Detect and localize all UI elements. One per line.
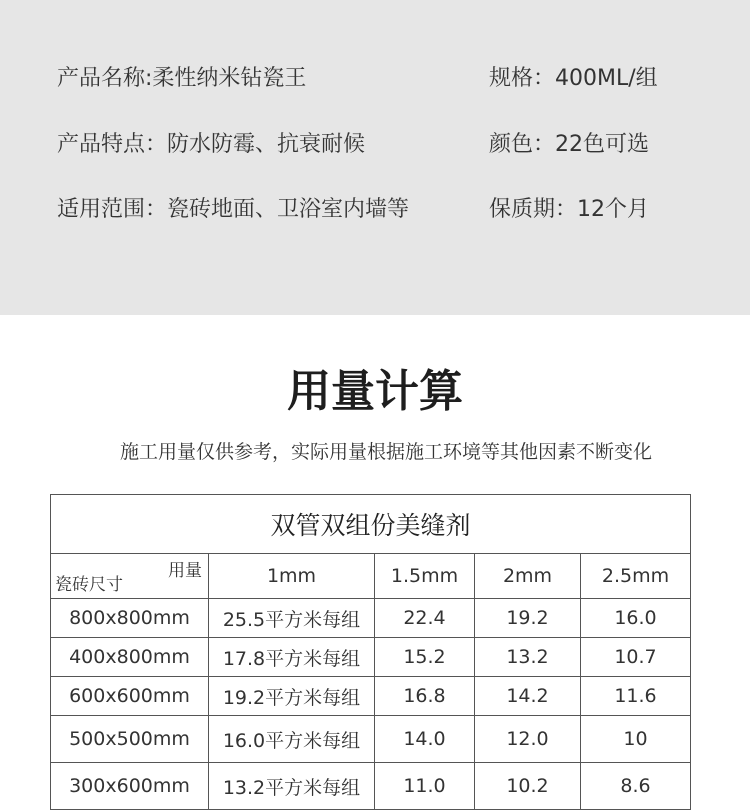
column-header: 1.5mm xyxy=(375,554,475,599)
column-header: 2.5mm xyxy=(581,554,691,599)
table-row xyxy=(51,638,691,677)
usage-cell: 10 xyxy=(581,716,691,763)
tile-size-cell: 300x600mm xyxy=(51,763,209,810)
usage-cell: 16.0 xyxy=(581,599,691,638)
tile-size-cell: 500x500mm xyxy=(51,716,209,763)
corner-usage-label: 用量 xyxy=(168,561,202,581)
table-header-row xyxy=(51,554,691,599)
product-features: 产品特点：防水防霉、抗衰耐候 xyxy=(57,132,366,157)
usage-cell: 22.4 xyxy=(375,599,475,638)
usage-cell: 13.2平方米每组 xyxy=(209,763,375,810)
product-size: 规格：400ML/组 xyxy=(489,66,658,91)
usage-cell: 19.2 xyxy=(475,599,581,638)
usage-cell: 19.2平方米每组 xyxy=(209,677,375,716)
usage-cell: 17.8平方米每组 xyxy=(209,638,375,677)
column-header: 2mm xyxy=(475,554,581,599)
usage-cell: 10.7 xyxy=(581,638,691,677)
corner-tile-size-label: 瓷砖尺寸 xyxy=(55,575,123,595)
usage-subtitle: 施工用量仅供参考，实际用量根据施工环境等其他因素不断变化 xyxy=(119,441,652,463)
product-name: 产品名称:柔性纳米钻瓷王 xyxy=(57,66,307,91)
usage-cell: 13.2 xyxy=(475,638,581,677)
product-color: 颜色：22色可选 xyxy=(489,132,649,157)
usage-title: 用量计算 xyxy=(287,366,463,417)
usage-cell: 10.2 xyxy=(475,763,581,810)
usage-cell: 14.0 xyxy=(375,716,475,763)
usage-cell: 16.0平方米每组 xyxy=(209,716,375,763)
usage-table xyxy=(50,494,691,810)
table-row xyxy=(51,716,691,763)
usage-cell: 15.2 xyxy=(375,638,475,677)
product-shelf-life: 保质期：12个月 xyxy=(489,197,649,222)
usage-cell: 11.6 xyxy=(581,677,691,716)
usage-cell: 25.5平方米每组 xyxy=(209,599,375,638)
table-caption: 双管双组份美缝剂 xyxy=(51,495,691,554)
table-row xyxy=(51,763,691,810)
table-row xyxy=(51,677,691,716)
table-corner-cell xyxy=(51,554,209,599)
table-row xyxy=(51,599,691,638)
product-scope: 适用范围：瓷砖地面、卫浴室内墙等 xyxy=(57,197,410,222)
usage-cell: 11.0 xyxy=(375,763,475,810)
usage-cell: 14.2 xyxy=(475,677,581,716)
tile-size-cell: 400x800mm xyxy=(51,638,209,677)
column-header: 1mm xyxy=(209,554,375,599)
usage-cell: 8.6 xyxy=(581,763,691,810)
tile-size-cell: 800x800mm xyxy=(51,599,209,638)
tile-size-cell: 600x600mm xyxy=(51,677,209,716)
product-spec-panel xyxy=(0,0,750,315)
usage-cell: 12.0 xyxy=(475,716,581,763)
usage-cell: 16.8 xyxy=(375,677,475,716)
